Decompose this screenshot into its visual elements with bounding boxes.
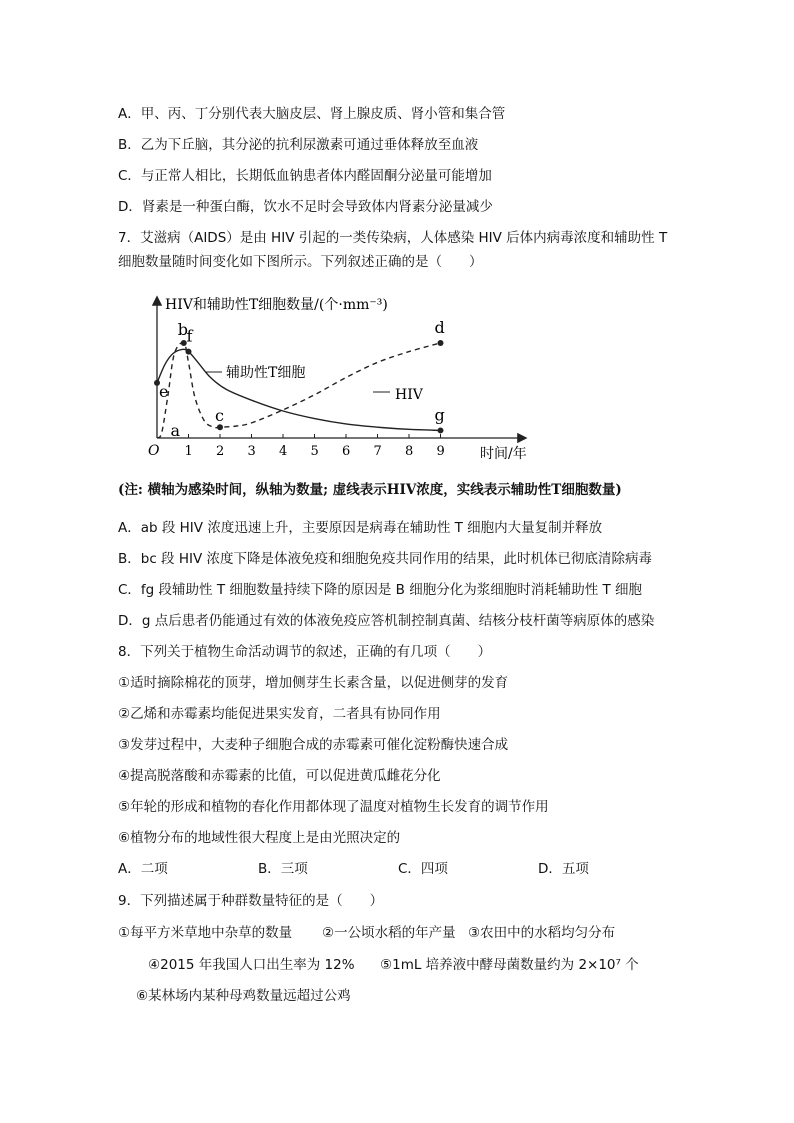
q8-stem: 8．下列关于植物生命活动调节的叙述，正确的有几项（ ） [118, 644, 492, 660]
q7-chart-caption: (注: 横轴为感染时间，纵轴为数量; 虚线表示HIV浓度，实线表示辅助性T细胞数量) [118, 482, 622, 498]
q9-items-row2 [118, 955, 718, 975]
point-g-label: g [434, 405, 445, 425]
point-f-marker [186, 349, 192, 355]
q8-item-5: ⑤年轮的形成和植物的春化作用都体现了温度对植物生长发育的调节作用 [118, 799, 549, 815]
x-axis-label: 时间/年 [480, 446, 527, 462]
q6-option-a: A．甲、丙、丁分别代表大脑皮层、肾上腺皮质、肾小管和集合管 [118, 106, 506, 122]
q9-stem: 9．下列描述属于种群数量特征的是（ ） [118, 893, 384, 909]
q9-item-6: ⑥某林场内某种母鸡数量远超过公鸡 [136, 988, 351, 1004]
point-c-label: c [215, 406, 224, 426]
q7-option-b: B．bc 段 HIV 浓度下降是体液免疫和细胞免疫共同作用的结果，此时机体已彻底清除病毒 [118, 551, 652, 567]
q8-item-2: ②乙烯和赤霉素均能促进果实发育，二者具有协同作用 [118, 706, 441, 722]
point-f-label: f [186, 326, 193, 346]
x-tick-label: 4 [279, 444, 288, 459]
x-tick-label: 9 [436, 444, 445, 459]
hiv-chart [140, 292, 540, 467]
q6-option-b: B．乙为下丘脑，其分泌的抗利尿激素可通过垂体释放至血液 [118, 137, 479, 153]
point-a-label: a [170, 421, 180, 440]
q7-stem-line1: 7．艾滋病（AIDS）是由 HIV 引起的一类传染病，人体感染 HIV 后体内病毒浓度和辅助性 T [118, 230, 668, 246]
origin-label: O [148, 443, 160, 459]
point-d-marker [438, 340, 444, 346]
q6-option-d: D．肾素是一种蛋白酶，饮水不足时会导致体内肾素分泌量减少 [118, 199, 493, 215]
q9-item-1: ①每平方米草地中杂草的数量 [118, 925, 293, 941]
point-b-label: b [177, 319, 189, 339]
x-tick-label: 3 [247, 444, 256, 459]
x-tick-label: 7 [373, 444, 382, 459]
q9-items-row1 [118, 923, 718, 943]
q9-item-3: ③农田中的水稻均匀分布 [468, 925, 616, 941]
x-tick-label: 5 [310, 444, 319, 459]
x-tick-label: 2 [216, 444, 225, 459]
q8-item-4: ④提高脱落酸和赤霉素的比值，可以促进黄瓜雌花分化 [118, 768, 441, 784]
q8-option-b: B．三项 [258, 861, 308, 877]
point-d-label: d [434, 317, 445, 337]
q8-item-1: ①适时摘除棉花的顶芽，增加侧芽生长素含量，以促进侧芽的发育 [118, 675, 509, 691]
x-tick-label: 1 [184, 444, 193, 459]
q9-item-4: ④2015 年我国人口出生率为 12% [148, 957, 355, 973]
q8-option-d: D．五项 [538, 861, 589, 877]
q8-item-3: ③发芽过程中，大麦种子细胞合成的赤霉素可催化淀粉酶快速合成 [118, 737, 509, 753]
q8-option-a: A．二项 [118, 861, 168, 877]
y-axis-label: HIV和辅助性T细胞数量/(个·mm⁻³) [165, 297, 388, 313]
q8-options [118, 859, 718, 879]
point-g-marker [438, 427, 444, 433]
q7-option-d: D．g 点后患者仍能通过有效的体液免疫应答机制控制真菌、结核分枝杆菌等病原体的感染 [118, 613, 655, 629]
q9-item-2: ②一公顷水稻的年产量 [322, 925, 456, 941]
q8-item-6: ⑥植物分布的地域性很大程度上是由光照决定的 [118, 830, 401, 846]
q7-option-c: C．fg 段辅助性 T 细胞数量持续下降的原因是 B 细胞分化为浆细胞时消耗辅助性 T 细胞 [118, 582, 643, 598]
point-e-label: e [159, 381, 169, 401]
q6-option-c: C．与正常人相比，长期低血钠患者体内醛固酮分泌量可能增加 [118, 168, 492, 184]
hiv-annotation: HIV [395, 387, 423, 403]
tcell-annotation: 辅助性T细胞 [226, 365, 306, 381]
q7-option-a: A．ab 段 HIV 浓度迅速上升，主要原因是病毒在辅助性 T 细胞内大量复制并释放 [118, 520, 603, 536]
x-tick-label: 8 [405, 444, 414, 459]
q8-option-c: C．四项 [398, 861, 448, 877]
q9-item-5: ⑤1mL 培养液中酵母菌数量约为 2×10⁷ 个 [380, 957, 639, 973]
q7-stem-line2: 细胞数量随时间变化如下图所示。下列叙述正确的是（ ） [118, 254, 483, 270]
x-tick-label: 6 [342, 444, 351, 459]
